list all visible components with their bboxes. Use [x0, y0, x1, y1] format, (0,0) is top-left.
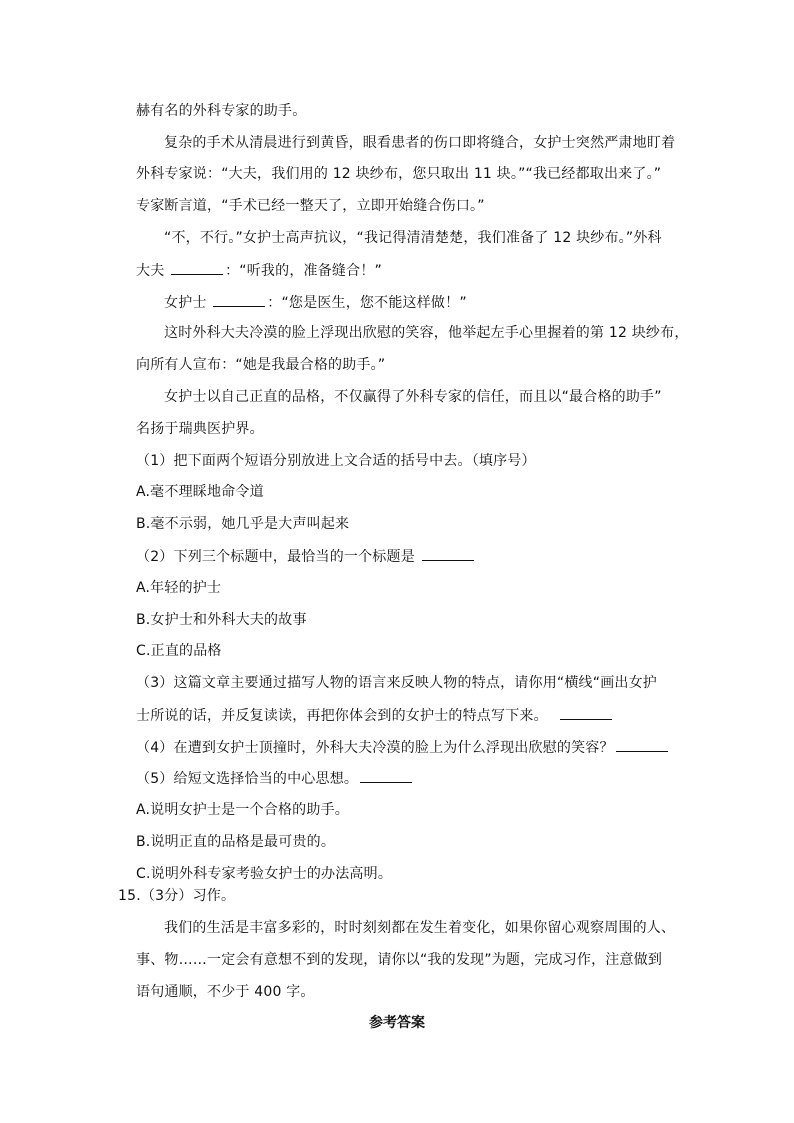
- option-a: A.年轻的护士: [136, 580, 222, 596]
- paragraph-line: 向所有人宣布：“她是我最合格的助手。”: [136, 357, 386, 373]
- answer-blank[interactable]: [560, 705, 612, 720]
- question-text: （4）在遭到女护士顶撞时，外科大夫冷漠的脸上为什么浮现出欣慰的笑容？: [136, 740, 614, 756]
- paragraph-line: 外科专家说：“大夫，我们用的 12 块纱布，您只取出 11 块。”“我已经都取出来了。”: [136, 166, 662, 182]
- paragraph-line: 复杂的手术从清晨进行到黄昏，眼看患者的伤口即将缝合，女护士突然严肃地盯着: [164, 135, 676, 151]
- essay-prompt-line: 我们的生活是丰富多彩的，时时刻刻都在发生着变化，如果你留心观察周围的人、: [164, 920, 676, 936]
- option-c: C.说明外科专家考验女护士的办法高明。: [136, 866, 393, 882]
- paragraph-line: “不，不行。”女护士高声抗议，“我记得清清楚楚，我们准备了 12 块纱布。”外科: [164, 230, 662, 246]
- option-c: C.正直的品格: [136, 643, 222, 659]
- option-b: B.说明正直的品格是最可贵的。: [136, 834, 336, 850]
- answer-blank[interactable]: [422, 546, 474, 561]
- question-text: （2）下列三个标题中，最恰当的一个标题是: [136, 549, 415, 565]
- essay-prompt-line: 语句通顺，不少于 400 字。: [136, 984, 315, 1000]
- line-text: ：“听我的，准备缝合！”: [225, 263, 382, 279]
- question-4: [136, 737, 670, 757]
- option-a: A.说明女护士是一个合格的助手。: [136, 802, 349, 818]
- question-3: （3）这篇文章主要通过描写人物的语言来反映人物的特点，请你用“横线“画出女护: [136, 675, 658, 691]
- question-5: [136, 768, 414, 788]
- line-text: 大夫: [136, 263, 165, 279]
- answer-blank[interactable]: [360, 768, 412, 783]
- answers-heading: 参考答案: [369, 1015, 425, 1031]
- question-3-continued: [136, 705, 614, 725]
- paragraph-line: 专家断言道，“手术已经一整天了，立即开始缝合伤口。”: [136, 198, 485, 214]
- paragraph-line-with-blank: [136, 260, 382, 280]
- answer-blank[interactable]: [616, 737, 668, 752]
- paragraph-line: 名扬于瑞典医护界。: [136, 421, 264, 437]
- paragraph-line-with-blank: [164, 292, 467, 312]
- option-b: B.女护士和外科大夫的故事: [136, 612, 307, 628]
- question-15: 15.（3分）习作。: [118, 888, 236, 904]
- line-text: 女护士: [164, 295, 207, 311]
- essay-prompt-line: 事、物……一定会有意想不到的发现，请你以“我的发现”为题，完成习作，注意做到: [136, 952, 663, 968]
- option-a: A.毫不理睬地命令道: [136, 484, 264, 500]
- answer-blank[interactable]: [213, 292, 265, 307]
- question-text: （5）给短文选择恰当的中心思想。: [136, 771, 359, 787]
- line-text: ：“您是医生，您不能这样做！”: [267, 295, 467, 311]
- question-2: [136, 546, 476, 566]
- question-1: （1）把下面两个短语分别放进上文合适的括号中去。（填序号）: [136, 453, 536, 469]
- paragraph-line: 赫有名的外科专家的助手。: [136, 103, 307, 119]
- option-b: B.毫不示弱，她几乎是大声叫起来: [136, 516, 350, 532]
- question-text: 士所说的话，并反复读读，再把你体会到的女护士的特点写下来。: [136, 708, 548, 724]
- answer-blank[interactable]: [171, 260, 223, 275]
- paragraph-line: 这时外科大夫冷漠的脸上浮现出欣慰的笑容，他举起左手心里握着的第 12 块纱布，: [164, 325, 689, 341]
- paragraph-line: 女护士以自己正直的品格，不仅赢得了外科专家的信任，而且以“最合格的助手”: [164, 389, 662, 405]
